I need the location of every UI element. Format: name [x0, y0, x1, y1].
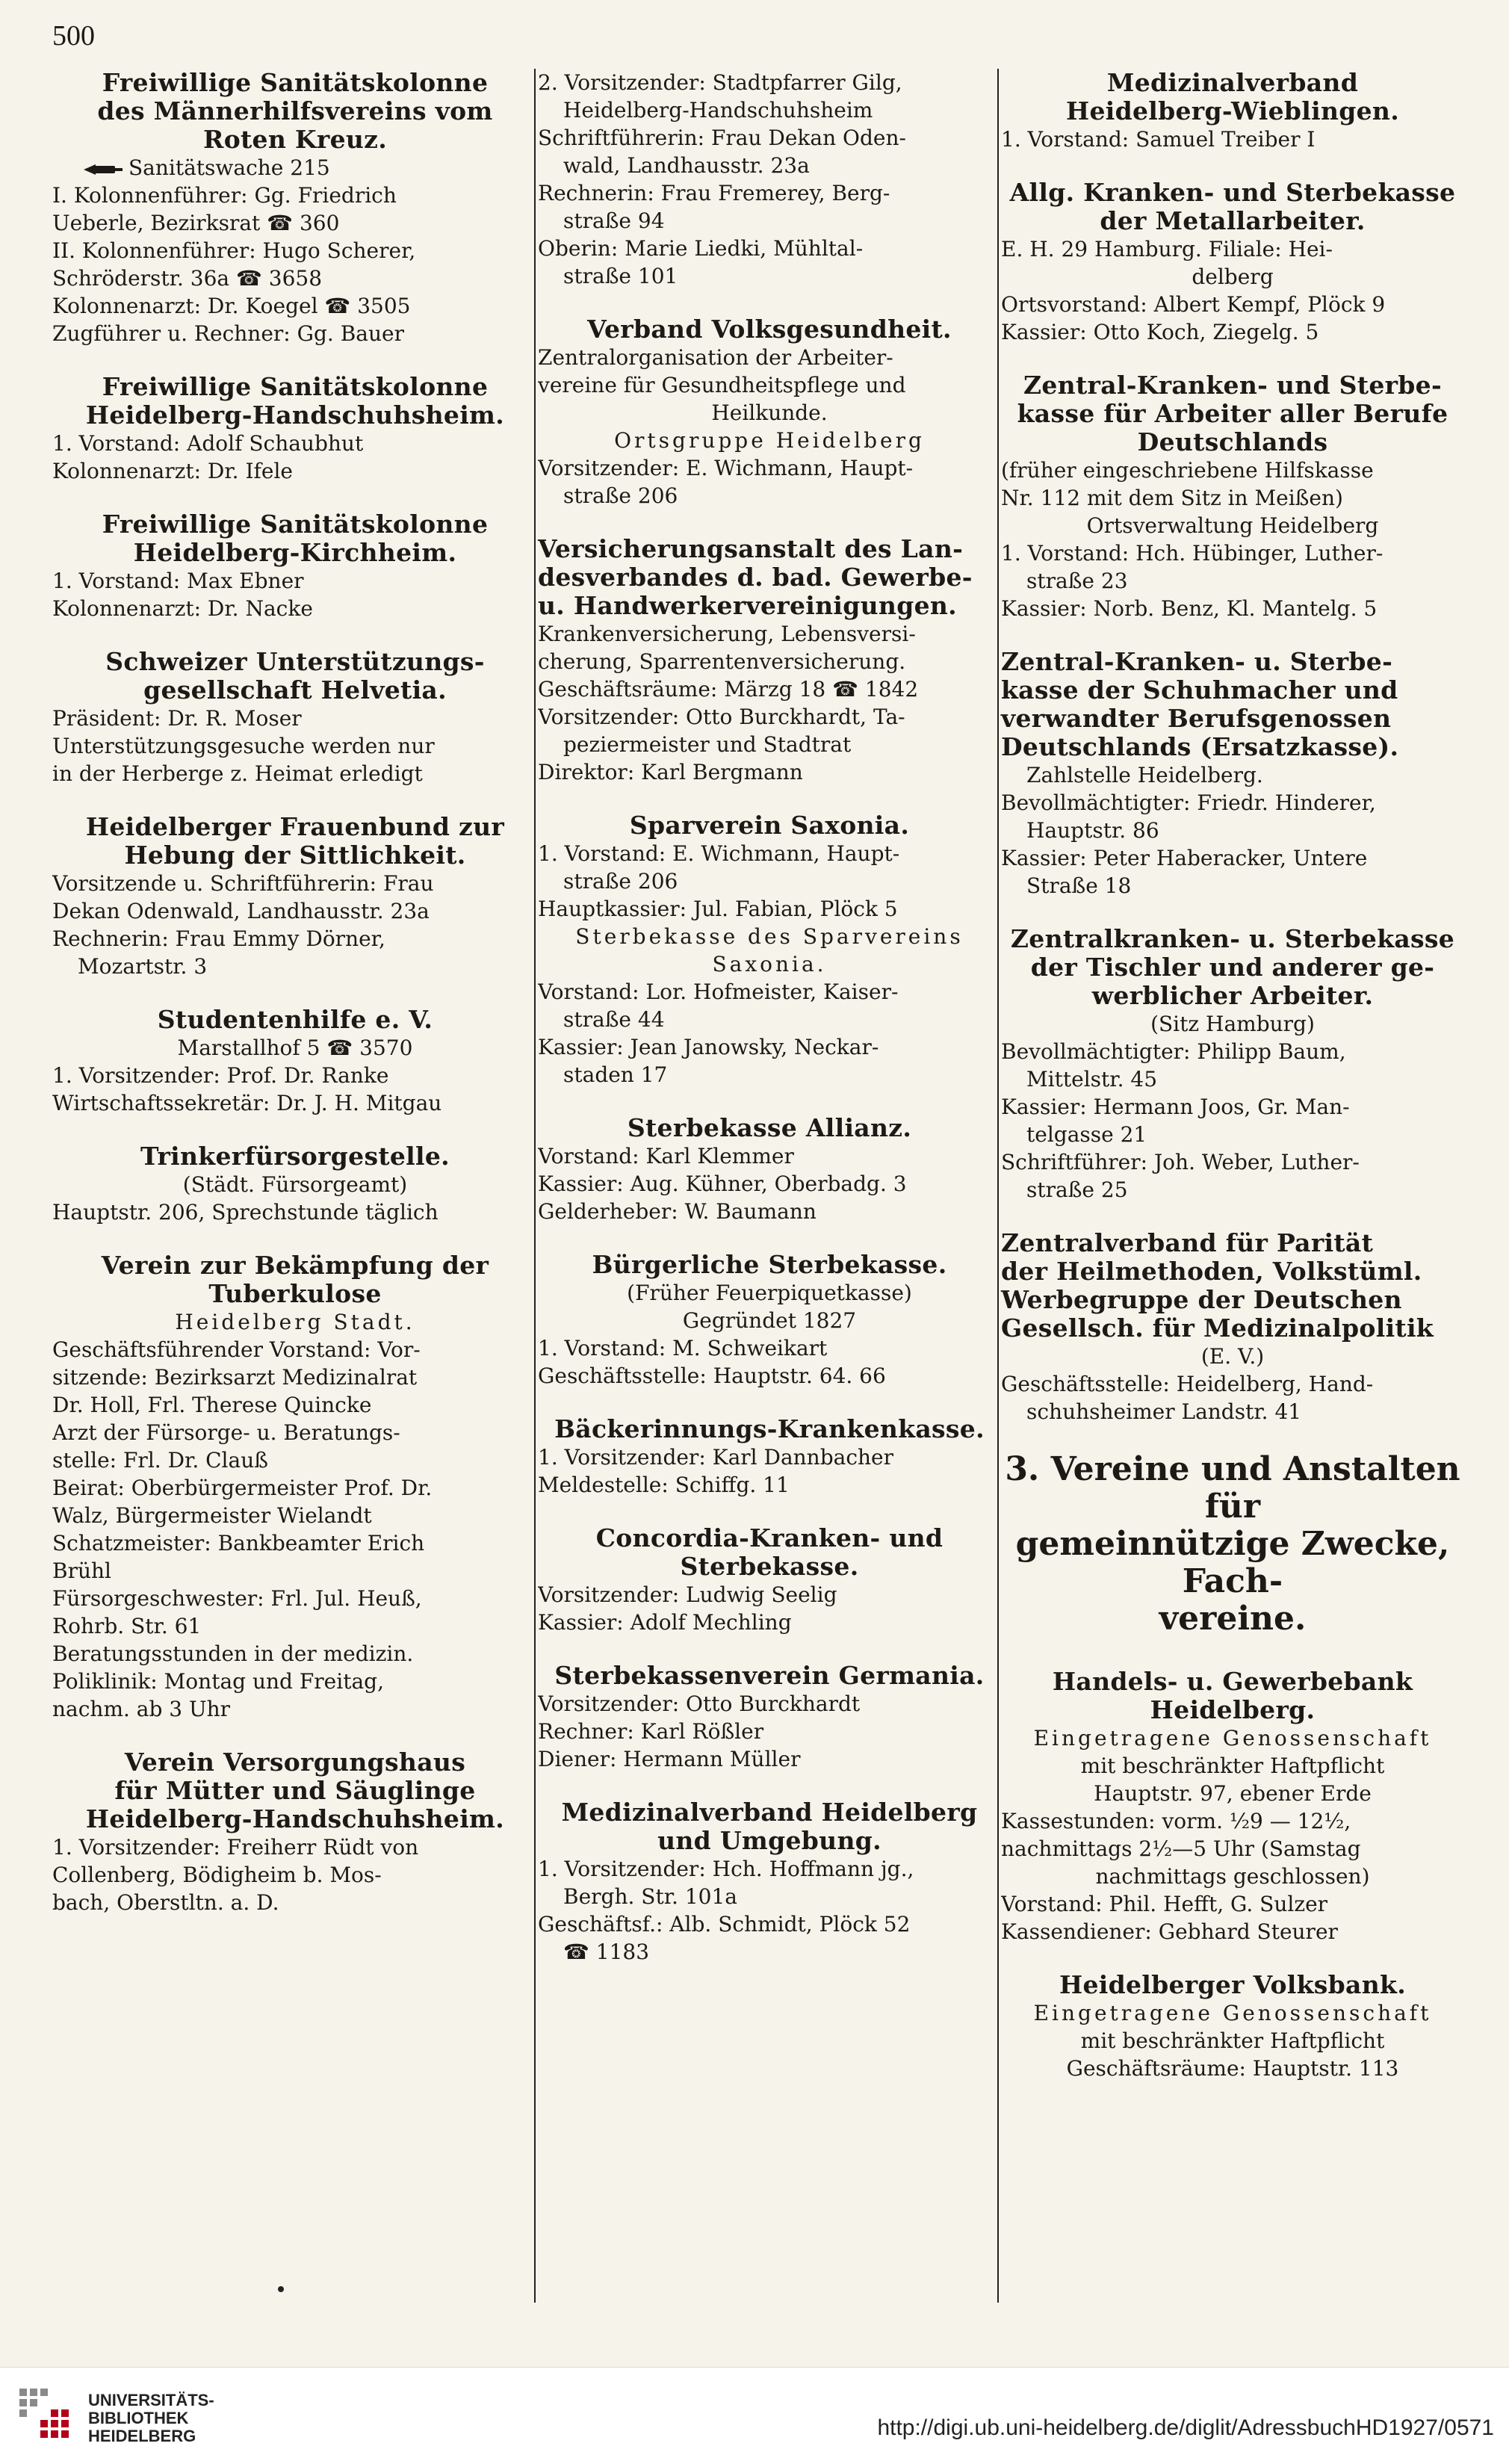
logo-line: BIBLIOTHEK: [88, 2409, 189, 2427]
entry-heading: der Heilmethoden, Volkstüml.: [1001, 1257, 1422, 1286]
entry-line: Rechner: Karl Rößler: [538, 1719, 764, 1744]
entry-line: Ueberle, Bezirksrat ☎ 360: [52, 211, 340, 235]
entry-line: Kassestunden: vorm. ½9 — 12½,: [1001, 1809, 1351, 1833]
entry-line: Zugführer u. Rechner: Gg. Bauer: [52, 321, 404, 346]
entry-line: Wirtschaftssekretär: Dr. J. H. Mitgau: [52, 1091, 442, 1115]
entry-line: Schriftführerin: Frau Dekan Oden-: [538, 126, 906, 150]
entry-line: Kassier: Jean Janowsky, Neckar-: [538, 1035, 879, 1059]
directory-entry: [538, 1415, 1001, 1499]
entry-heading: kasse für Arbeiter aller Berufe: [1017, 399, 1448, 428]
entry-line: Rechnerin: Frau Fremerey, Berg-: [538, 181, 890, 205]
entry-line: Heidelberg-Handschuhsheim: [563, 98, 873, 123]
entry-line: straße 206: [563, 869, 678, 894]
entry-line: 1. Vorstand: Max Ebner: [52, 569, 304, 593]
section-heading: gemeinnützige Zwecke, Fach-: [1015, 1525, 1450, 1600]
entry-line: Collenberg, Bödigheim b. Mos-: [52, 1863, 382, 1887]
entry-line: Geschäftsstelle: Heidelberg, Hand-: [1001, 1372, 1374, 1396]
entry-heading: Zentral-Kranken- und Sterbe-: [1023, 371, 1442, 400]
entry-line: 1. Vorsitzender: Freiherr Rüdt von: [52, 1835, 419, 1860]
entry-line: Kolonnenarzt: Dr. Ifele: [52, 459, 293, 483]
entry-heading: der Metallarbeiter.: [1100, 206, 1366, 235]
entry-line: II. Kolonnenführer: Hugo Scherer,: [52, 238, 416, 263]
entry-line: Zahlstelle Heidelberg.: [1026, 763, 1263, 787]
entry-line: Mittelstr. 45: [1026, 1067, 1158, 1092]
entry-line: straße 206: [563, 483, 678, 508]
entry-line: Ortsvorstand: Albert Kempf, Plöck 9: [1001, 292, 1386, 317]
entry-line: cherung, Sparrentenversicherung.: [538, 649, 906, 674]
entry-line: Hauptstr. 206, Sprechstunde täglich: [52, 1200, 439, 1225]
entry-line: Kolonnenarzt: Dr. Koegel ☎ 3505: [52, 294, 411, 318]
entry-heading: kasse der Schuhmacher und: [1001, 675, 1398, 705]
entry-heading: Trinkerfürsorgestelle.: [140, 1142, 450, 1171]
entry-heading: Heidelberg-Handschuhsheim.: [85, 1804, 505, 1833]
entry-heading: Tuberkulose: [208, 1279, 382, 1308]
entry-line: Geschäftsstelle: Hauptstr. 64. 66: [538, 1363, 886, 1388]
entry-heading: Versicherungsanstalt des Lan-: [538, 534, 964, 563]
entry-line: Beratungsstunden in der medizin.: [52, 1641, 414, 1666]
entry-line: Zentralorganisation der Arbeiter-: [538, 345, 893, 370]
entry-line: (Sitz Hamburg): [1150, 1012, 1315, 1036]
entry-line: Kassendiener: Gebhard Steurer: [1001, 1919, 1338, 1944]
entry-line: Poliklinik: Montag und Freitag,: [52, 1669, 384, 1694]
entry-line: Gelderheber: W. Baumann: [538, 1199, 817, 1224]
entry-heading: u. Handwerkervereinigungen.: [538, 591, 957, 620]
entry-line: Diener: Hermann Müller: [538, 1747, 801, 1771]
entry-line: Bevollmächtigter: Philipp Baum,: [1001, 1039, 1346, 1064]
entry-line: 1. Vorstand: Samuel Treiber I: [1001, 127, 1316, 152]
library-logo-icon: [18, 2387, 73, 2442]
entry-heading: Sterbekasse Allianz.: [627, 1113, 912, 1142]
entry-line: Kolonnenarzt: Dr. Nacke: [52, 596, 313, 621]
entry-heading: Verein Versorgungshaus: [124, 1748, 466, 1777]
entry-heading: desverbandes d. bad. Gewerbe-: [538, 563, 973, 592]
directory-entry: [1001, 1668, 1464, 1945]
entry-line: Schröderstr. 36a ☎ 3658: [52, 266, 323, 291]
entry-line: Geschäftsf.: Alb. Schmidt, Plöck 52: [538, 1912, 911, 1937]
directory-entry: [52, 813, 538, 980]
directory-entry: [538, 1524, 1001, 1636]
footer: [0, 2367, 1509, 2464]
entry-line: Mozartstr. 3: [78, 954, 208, 979]
directory-entry: [1001, 648, 1464, 900]
entry-heading: Studentenhilfe e. V.: [157, 1005, 433, 1034]
directory-entry: [1001, 69, 1464, 153]
entry-line: Vorstand: Karl Klemmer: [538, 1144, 794, 1168]
entry-line: Heilkunde.: [711, 400, 828, 425]
entry-line: Hauptstr. 97, ebener Erde: [1094, 1781, 1372, 1806]
directory-entry: [52, 69, 538, 347]
directory-entry: [538, 69, 1001, 290]
entry-line: peziermeister und Stadtrat: [563, 732, 852, 757]
entry-line: telgasse 21: [1026, 1122, 1147, 1147]
entry-line: Eingetragene Genossenschaft: [1033, 2001, 1432, 2025]
entry-line: Vorsitzender: Ludwig Seelig: [538, 1582, 837, 1607]
entry-line: Schriftführer: Joh. Weber, Luther-: [1001, 1150, 1360, 1174]
entry-line: nachmittags 2½—5 Uhr (Samstag: [1001, 1836, 1361, 1861]
entry-line: Vorstand: Lor. Hofmeister, Kaiser-: [538, 979, 899, 1004]
column-3: [1001, 69, 1464, 2108]
entry-heading: Verband Volksgesundheit.: [587, 315, 952, 344]
entry-line: 2. Vorsitzender: Stadtpfarrer Gilg,: [538, 70, 902, 95]
entry-heading: Handels- u. Gewerbebank: [1052, 1667, 1413, 1696]
entry-line: Bergh. Str. 101a: [563, 1884, 737, 1909]
entry-line: straße 101: [563, 264, 678, 288]
entry-line: straße 44: [563, 1007, 665, 1032]
entry-line: Geschäftsräume: Märzg 18 ☎ 1842: [538, 677, 919, 702]
entry-heading: Zentralverband für Parität: [1001, 1228, 1374, 1257]
entry-heading: für Mütter und Säuglinge: [114, 1776, 476, 1805]
entry-line: vereine für Gesundheitspflege und: [538, 373, 906, 397]
entry-heading: Deutschlands: [1137, 427, 1328, 456]
directory-entry: [538, 1114, 1001, 1225]
entry-line: Rohrb. Str. 61: [52, 1614, 202, 1638]
entry-heading: Deutschlands (Ersatzkasse).: [1001, 732, 1399, 761]
directory-entry: [538, 811, 1001, 1089]
entry-line: Nr. 112 mit dem Sitz in Meißen): [1001, 486, 1343, 510]
entry-line: schuhsheimer Landstr. 41: [1026, 1399, 1302, 1424]
entry-line: 1. Vorsitzender: Karl Dannbacher: [538, 1445, 893, 1470]
entry-line: Vorsitzender: Otto Burckhardt, Ta-: [538, 705, 905, 729]
entry-line: Kassier: Peter Haberacker, Untere: [1001, 846, 1368, 870]
entry-line: E. H. 29 Hamburg. Filiale: Hei-: [1001, 237, 1333, 261]
entry-heading: und Umgebung.: [657, 1826, 881, 1855]
entry-heading: Bürgerliche Sterbekasse.: [592, 1250, 947, 1279]
entry-line: mit beschränkter Haftpflicht: [1080, 1753, 1385, 1778]
entry-line: Bevollmächtigter: Friedr. Hinderer,: [1001, 790, 1376, 815]
entry-line: bach, Oberstltn. a. D.: [52, 1890, 279, 1915]
entry-line: Ortsverwaltung Heidelberg: [1086, 513, 1379, 538]
entry-line: Gegründet 1827: [682, 1308, 857, 1333]
entry-line: stelle: Frl. Dr. Clauß: [52, 1448, 268, 1473]
entry-heading: verwandter Berufsgenossen: [1001, 704, 1392, 733]
entry-heading: Zentralkranken- u. Sterbekasse: [1010, 924, 1455, 953]
entry-line: Kassier: Aug. Kühner, Oberbadg. 3: [538, 1171, 907, 1196]
entry-line: 1. Vorstand: E. Wichmann, Haupt-: [538, 841, 900, 866]
entry-line: wald, Landhausstr. 23a: [563, 153, 810, 178]
entry-line: Kassier: Otto Koch, Ziegelg. 5: [1001, 320, 1319, 344]
entry-heading: Allg. Kranken- und Sterbekasse: [1009, 178, 1456, 207]
entry-line: straße 23: [1026, 569, 1128, 593]
directory-entry: [1001, 925, 1464, 1204]
entry-line: Schatzmeister: Bankbeamter Erich: [52, 1531, 425, 1556]
entry-line: Arzt der Fürsorge- u. Beratungs-: [52, 1420, 400, 1445]
entry-line: in der Herberge z. Heimat erledigt: [52, 761, 423, 786]
entry-line: Hauptstr. 86: [1026, 818, 1159, 843]
entry-line: Fürsorgeschwester: Frl. Jul. Heuß,: [52, 1586, 422, 1611]
entry-line: ☎ 1183: [563, 1940, 650, 1964]
entry-line: Kassier: Adolf Mechling: [538, 1610, 792, 1635]
directory-entry: [538, 1798, 1001, 1966]
directory-entry: [52, 510, 538, 622]
entry-line: Vorstand: Phil. Hefft, G. Sulzer: [1001, 1892, 1328, 1916]
column-2: [538, 69, 1001, 1991]
entry-line: 1. Vorstand: M. Schweikart: [538, 1336, 828, 1361]
entry-line: Saxonia.: [712, 952, 827, 976]
entry-heading: Roten Kreuz.: [202, 125, 388, 154]
entry-line: Sterbekasse des Sparvereins: [575, 924, 964, 949]
directory-entry: [1001, 1971, 1464, 2082]
entry-heading: Zentral-Kranken- u. Sterbe-: [1001, 647, 1393, 676]
logo-line: HEIDELBERG: [88, 2427, 196, 2445]
entry-heading: Concordia-Kranken- und: [595, 1523, 943, 1553]
entry-line: nachm. ab 3 Uhr: [52, 1697, 231, 1721]
entry-heading: gesellschaft Helvetia.: [143, 675, 447, 705]
entry-line: sitzende: Bezirksarzt Medizinalrat: [52, 1365, 418, 1390]
entry-line: delberg: [1192, 264, 1274, 289]
telephone-icon: [82, 162, 124, 177]
directory-entry: [52, 1251, 538, 1723]
directory-entry: [52, 1006, 538, 1117]
directory-entry: [52, 1748, 538, 1916]
entry-heading: Medizinalverband Heidelberg: [561, 1798, 978, 1827]
entry-line: I. Kolonnenführer: Gg. Friedrich: [52, 183, 397, 208]
entry-line: Rechnerin: Frau Emmy Dörner,: [52, 926, 385, 951]
entry-heading: Freiwillige Sanitätskolonne: [102, 510, 489, 539]
entry-heading: Heidelberger Frauenbund zur: [85, 812, 505, 841]
entry-line: Marstallhof 5 ☎ 3570: [177, 1036, 413, 1060]
entry-line: 1. Vorstand: Adolf Schaubhut: [52, 431, 364, 456]
entry-line: Kassier: Norb. Benz, Kl. Mantelg. 5: [1001, 596, 1378, 621]
entry-heading: Verein zur Bekämpfung der: [101, 1251, 489, 1280]
entry-line: Vorsitzender: E. Wichmann, Haupt-: [538, 456, 914, 480]
entry-line: Heidelberg Stadt.: [175, 1310, 415, 1334]
entry-heading: der Tischler und anderer ge-: [1030, 953, 1435, 982]
entry-line-text: Sanitätswache 215: [128, 155, 330, 180]
column-1: [52, 69, 538, 1942]
entry-line: Dr. Holl, Frl. Therese Quincke: [52, 1393, 372, 1417]
directory-entry: [1001, 179, 1464, 346]
ink-dot: [278, 2286, 284, 2292]
entry-heading: Freiwillige Sanitätskolonne: [102, 68, 489, 97]
entry-line: (E. V.): [1200, 1344, 1265, 1369]
entry-line: 1. Vorstand: Hch. Hübinger, Luther-: [1001, 541, 1383, 566]
entry-line: Meldestelle: Schiffg. 11: [538, 1473, 790, 1497]
entry-heading: Werbegruppe der Deutschen: [1001, 1285, 1402, 1314]
entry-line: Präsident: Dr. R. Moser: [52, 706, 302, 731]
library-logo-text: [88, 2392, 214, 2445]
directory-entry: [538, 315, 1001, 510]
directory-entry: [52, 648, 538, 787]
entry-heading: Freiwillige Sanitätskolonne: [102, 372, 489, 401]
entry-line: (Städt. Fürsorgeamt): [182, 1172, 408, 1197]
entry-heading: Sterbekassenverein Germania.: [554, 1661, 985, 1690]
entry-heading: Sterbekasse.: [680, 1552, 859, 1581]
entry-line: Eingetragene Genossenschaft: [1033, 1726, 1432, 1751]
entry-line: 1. Vorsitzender: Hch. Hoffmann jg.,: [538, 1857, 914, 1881]
entry-line: Hauptkassier: Jul. Fabian, Plöck 5: [538, 897, 898, 921]
entry-line: Brühl: [52, 1558, 111, 1583]
entry-heading: Heidelberg-Kirchheim.: [133, 538, 457, 567]
entry-heading: Bäckerinnungs-Krankenkasse.: [554, 1414, 985, 1443]
entry-line: Vorsitzende u. Schriftführerin: Frau: [52, 871, 434, 896]
entry-heading: Heidelberg.: [1150, 1695, 1316, 1724]
entry-line: Straße 18: [1026, 873, 1132, 898]
entry-heading: Heidelberg-Wieblingen.: [1065, 96, 1400, 126]
entry-line: 1. Vorsitzender: Prof. Dr. Ranke: [52, 1063, 389, 1088]
directory-entry: [538, 1251, 1001, 1390]
entry-line: Dekan Odenwald, Landhausstr. 23a: [52, 899, 430, 923]
entry-line: Walz, Bürgermeister Wielandt: [52, 1503, 372, 1528]
directory-entry: [52, 1142, 538, 1226]
entry-line: Direktor: Karl Bergmann: [538, 760, 803, 784]
entry-line: Geschäftsräume: Hauptstr. 113: [1066, 2056, 1399, 2081]
directory-entry: [1001, 371, 1464, 622]
page-number: 500: [52, 20, 95, 52]
directory-entry: [52, 373, 538, 485]
entry-line: (früher eingeschriebene Hilfskasse: [1001, 458, 1374, 483]
entry-line: (Früher Feuerpiquetkasse): [627, 1281, 912, 1305]
entry-line: staden 17: [563, 1062, 668, 1087]
directory-entry: [1001, 1451, 1464, 1638]
source-url-link[interactable]: http://digi.ub.uni-heidelberg.de/diglit/AdressbuchHD1927/0571: [877, 2415, 1494, 2440]
logo-line: UNIVERSITÄTS-: [88, 2391, 214, 2409]
section-heading: 3. Vereine und Anstalten für: [1005, 1450, 1460, 1526]
directory-entry: [538, 1662, 1001, 1773]
entry-heading: des Männerhilfsvereins vom: [97, 96, 493, 126]
entry-line: Krankenversicherung, Lebensversi-: [538, 622, 916, 646]
entry-line: straße 94: [563, 208, 665, 233]
entry-line: Beirat: Oberbürgermeister Prof. Dr.: [52, 1476, 433, 1500]
entry-line: Unterstützungsgesuche werden nur: [52, 734, 435, 758]
entry-line: [52, 154, 538, 182]
entry-heading: Medizinalverband: [1106, 68, 1359, 97]
entry-heading: Schweizer Unterstützungs-: [105, 647, 485, 676]
entry-heading: Heidelberg-Handschuhsheim.: [85, 400, 505, 430]
section-heading: vereine.: [1159, 1600, 1307, 1638]
entry-line: mit beschränkter Haftpflicht: [1080, 2028, 1385, 2053]
entry-heading: Heidelberger Volksbank.: [1059, 1970, 1406, 1999]
directory-entry: [538, 535, 1001, 786]
entry-line: Kassier: Hermann Joos, Gr. Man-: [1001, 1095, 1350, 1119]
entry-line: Ortsgruppe Heidelberg: [614, 428, 925, 453]
entry-line: Geschäftsführender Vorstand: Vor-: [52, 1337, 421, 1362]
entry-line: Oberin: Marie Liedki, Mühltal-: [538, 236, 864, 261]
directory-entry: [1001, 1229, 1464, 1426]
entry-heading: Gesellsch. für Medizinalpolitik: [1001, 1313, 1434, 1343]
entry-line: straße 25: [1026, 1177, 1128, 1202]
entry-line: nachmittags geschlossen): [1095, 1864, 1370, 1889]
entry-heading: werblicher Arbeiter.: [1091, 981, 1374, 1010]
entry-line: Vorsitzender: Otto Burckhardt: [538, 1691, 861, 1716]
entry-heading: Hebung der Sittlichkeit.: [124, 841, 466, 870]
entry-heading: Sparverein Saxonia.: [629, 811, 910, 840]
